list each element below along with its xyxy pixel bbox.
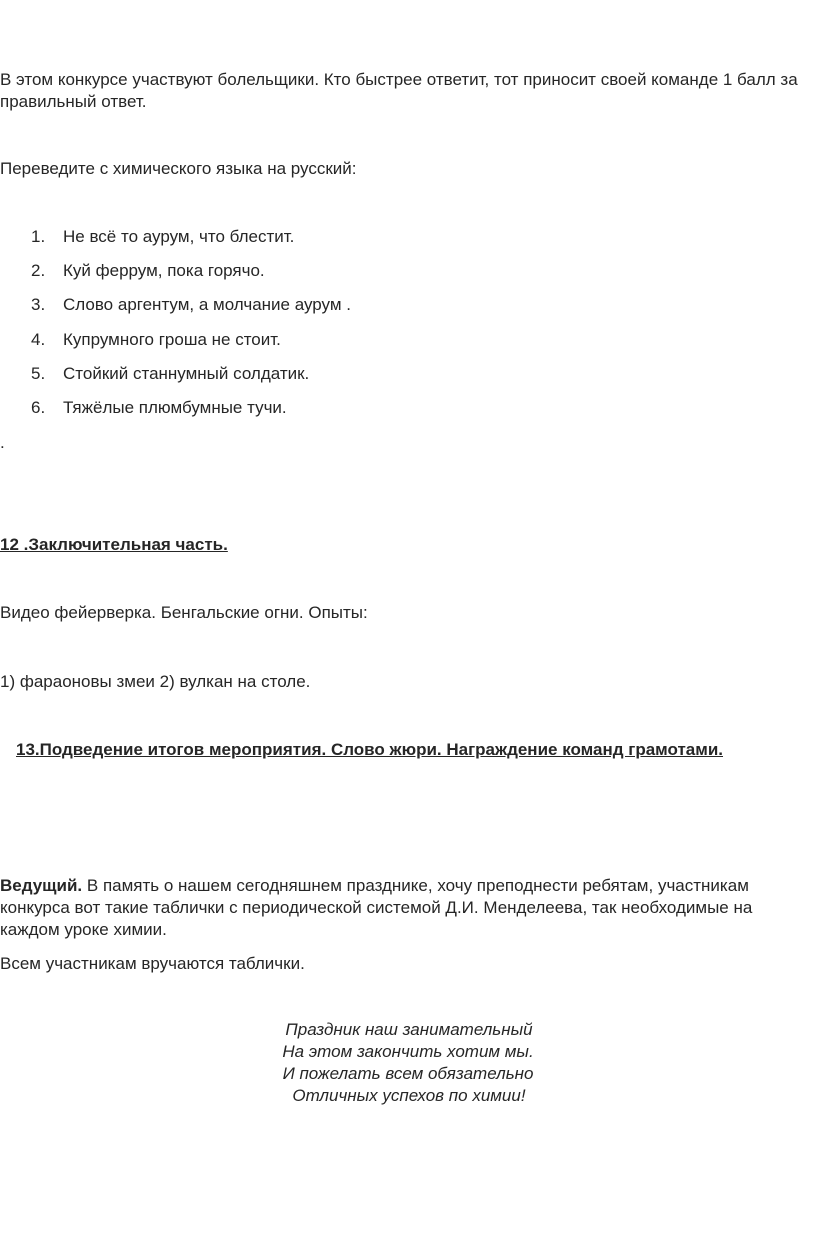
award-paragraph: Всем участникам вручаются таблички. <box>0 954 305 973</box>
host-text: В память о нашем сегодняшнем празднике, хочу преподнести ребятам, участникам конкурса вот такие таблички с периодической системой Д.И. Менделеева, так необходимые на каждом уроке химии. <box>0 876 753 939</box>
list-item-number: 5. <box>31 364 46 383</box>
stray-dot: . <box>0 433 5 452</box>
host-label: Ведущий. <box>0 876 83 895</box>
closing-poem <box>0 1019 816 1107</box>
list-item-number: 2. <box>31 261 46 280</box>
section-13-heading: 13.Подведение итогов мероприятия. Слово жюри. Награждение команд грамотами. <box>16 740 724 759</box>
list-item-number: 3. <box>31 295 46 314</box>
list-item-number: 6. <box>31 398 46 417</box>
task-paragraph: Переведите с химического языка на русский: <box>0 159 357 178</box>
list-item-text: Тяжёлые плюмбумные тучи. <box>63 398 287 417</box>
poem-line: И пожелать всем обязательно <box>282 1064 534 1083</box>
list-item-text: Куй феррум, пока горячо. <box>63 261 265 280</box>
list-item-text: Не всё то аурум, что блестит. <box>63 227 295 246</box>
list-item-number: 1. <box>31 227 46 246</box>
section-12-heading: 12 .Заключительная часть. <box>0 535 228 554</box>
poem-line: На этом закончить хотим мы. <box>282 1042 534 1061</box>
host-paragraph <box>0 875 812 941</box>
poem-line: Отличных успехов по химии! <box>292 1086 526 1105</box>
experiments-paragraph: 1) фараоновы змеи 2) вулкан на столе. <box>0 672 311 691</box>
list-item-text: Слово аргентум, а молчание аурум . <box>63 295 352 314</box>
video-paragraph: Видео фейерверка. Бенгальские огни. Опыты: <box>0 603 368 622</box>
list-item-number: 4. <box>31 330 46 349</box>
poem-line: Праздник наш занимательный <box>285 1020 533 1039</box>
intro-paragraph: В этом конкурсе участвуют болельщики. Кто быстрее ответит, тот приносит своей команде 1 балл за правильный ответ. <box>0 70 798 111</box>
list-item-text: Купрумного гроша не стоит. <box>63 330 281 349</box>
list-item-text: Стойкий станнумный солдатик. <box>63 364 310 383</box>
